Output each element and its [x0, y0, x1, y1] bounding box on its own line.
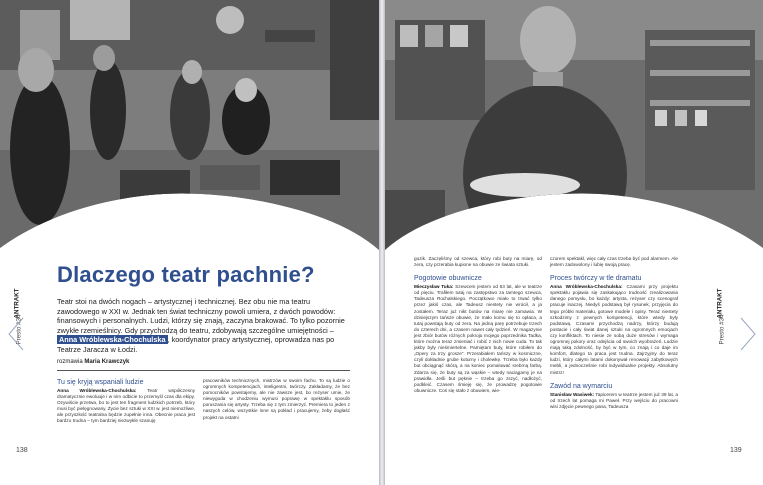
- column-paragraph: guzik. Zaczęliśmy od szewca, który robi buty na miarę, od zera, czy przerabia kupione na obuwie ze świata sztuki.: [414, 256, 542, 268]
- side-label-section: ANTRAKT: [13, 288, 21, 319]
- paragraph-text: Teatr współczesny dramatycznie ewoluuje i w nim odbicie to przemyśl czas dla ekipy. Ozywiście przetwa, bo to jest ten fragment ludzkich potrzeb, który musi być pielęgnowany. Życie bez sztuki w XXI w. jest niemożliwe, ale przyszłość teatralna będzie zupełnie inna. Obecnie praca jest bardzo trudna – tym bardziej niezwykle szanuję: [57, 388, 195, 424]
- column-paragraph: pracowników technicznych, mistrzów w swoim fachu. To są ludzie o ogromnych kompetencjach, inteligentni, twórczy. Zakładamy, że bez pomocników powstajemy, ale nie zawsze jest, bo reżyser umie, że niewygoda w chodzeniu wymusi poprawę w spektaklu sposób poruszania się artysty. Trzeba się z tym zmierzyć. Premiera to jeden z naszych celów, wszystkie inne są pokład i pracujemy, żeby dogłaść projekt na ostatni: [203, 378, 350, 420]
- text-column-2: [203, 378, 350, 421]
- side-label-issue: Presto #34: [718, 314, 726, 345]
- page-number: 139: [730, 447, 742, 454]
- paragraph-text: Tapicerem w teatrze jestem już 39 lat, a od trzech lat pomaga mi Paweł. Przy wejściu do pracowni wisi zdjęcie pewnego pana, Tadeusza: [550, 391, 678, 409]
- speaker-name: Anna Wróblewska-Chochulska:: [57, 388, 137, 393]
- section-heading: Tu się kryją wspaniali ludzie: [57, 379, 144, 386]
- side-label-section: ANTRAKT: [716, 288, 724, 319]
- text-column-3: [414, 256, 542, 394]
- left-page: [0, 0, 379, 485]
- column-paragraph: [550, 284, 678, 375]
- text-column-4: [550, 256, 678, 410]
- byline-author: Maria Krawczyk: [84, 359, 130, 365]
- section-heading: Zawód na wymarciu: [550, 382, 613, 390]
- shoemaker-photo-right: [385, 0, 763, 250]
- section-heading: Pogotowie obuwnicze: [414, 275, 482, 283]
- section-heading: Proces twórczy w tle dramatu: [550, 275, 642, 283]
- byline-prefix: rozmawia: [57, 359, 83, 365]
- speaker-name: Anna Wróblewska-Chochulska:: [550, 284, 623, 290]
- lead-text-end: , koordynator pracy artystycznej, oprowadza nas po Teatrze Jaracza w Łodzi.: [57, 335, 335, 354]
- column-paragraph: [550, 392, 678, 410]
- highlighted-name: Anna Wróblewska-Chochulska: [59, 335, 166, 345]
- speaker-name: Stanisław Wasiwek:: [550, 391, 595, 397]
- speaker-name: Mieczysław Tuka:: [414, 284, 454, 290]
- lead-paragraph: [57, 297, 350, 355]
- column-paragraph: czorem spektakl, więc cały czas trzeba być pod alarmem. Ale jestem zadowolony i lubię swoją pracę.: [550, 256, 678, 268]
- column-paragraph: [414, 284, 542, 394]
- byline: [57, 359, 129, 365]
- paragraph-text: Czasami przy projektu spektaklu pojawia się zaskakująco trudność zrealizowania danego pomysłu, bo każdy: artysta, reżyser czy scenograf pracuje inaczej. Niedyś podstawą był rysunek, przyjęcia do tego próbki materiału, gotowe modele i opisy. Teraz niestety szkodzimy z pewnych kompetencji, które wtedy były podstawą. Czasami przychodzą nadrzy, którzy budują postacie i cały świat danej sztuki na ogromnych emocjach czy konfliktach. To niesie ze sobą duże stresów i wymaga ogromnej pokory oraz odejścia od swoich wyobrażeń. Ludzie mają taką zdolność, by być w tym, co znają i co daje im komfort, dlatego ta praca jest trudna. Zajrzyjmy do teraz ludzi, który całymi latami dokonywał renowacji zabytkowych mebli, a jednocześnie robi indywidualne projekty. Absolutny mistrz!: [550, 284, 679, 375]
- right-page: [385, 0, 763, 485]
- page-number: 138: [16, 447, 28, 454]
- side-label-issue: Presto #34: [15, 314, 23, 345]
- paragraph-text: Szewcem jestem od 53 lat, ale w teatrze od pięciu. Trafiłem tutaj na zastępstwo za tamtego szewca, Tadeusza Rochalskiego. Początkowo miało to trwać tylko przez jakiś czas, ale Tadeusz niestety nie wrócił, a ja zostałem. Teraz już nikt butów na miarę nie zamawia. W dzisiejszym tańsze obuwie, że mało komu się to opłaca, a tutaj powstają buty od zera. Na jedną parę potrzebuje trzech do czterech dni, a czasem nawet cały tydzień. W magazynie jest zbiór butów różnych pokroju mojego poprzednika Tadka, które można teraz zmieniać i robić z nich nowe cuda. To tak jakby były nieśmiertelne. Pamiętam buty, które robiłem do „Opery za trzy grosze”. Przerabiałem tańszy w kosmiczne, czyli dokładnie grube koturny i cholewkę. Trzeba było każdy but obciągnąć skórą, a na koniec pomalować srebrną farbą. Zdarza się, że buty są za wąskie – wtedy naciągamy je na prawidła. Jeśli but pęknie – trzeba go zszyć, nadłożyć, podkleić. Czasem śmieję się, że prowadzę pogotowie obuwnicze. Coś się stało z obuwiem, wie-: [414, 284, 542, 393]
- lead-text: Teatr stoi na dwóch nogach – artystycznej i technicznej. Bez obu nie ma teatru zawodowego w XXI w. Jednak ten świat techniczny powoli umiera, z dwóch powodów: finansowych i personalnych. Ludzi, którzy się znają, zaczyna brakować. To tylko pozornie zwykłe rzemieślnicy. Gdy przychodzą do teatru, zdobywają szczególne umiejętności –: [57, 297, 345, 335]
- article-title: Dlaczego teatr pachnie?: [57, 262, 315, 287]
- column-paragraph: [57, 388, 195, 425]
- divider: [57, 370, 350, 371]
- text-column-1: [57, 378, 195, 425]
- chevron-right-icon: [739, 316, 757, 352]
- chevron-left-icon: [7, 316, 25, 352]
- workshop-photo-left: [0, 0, 379, 250]
